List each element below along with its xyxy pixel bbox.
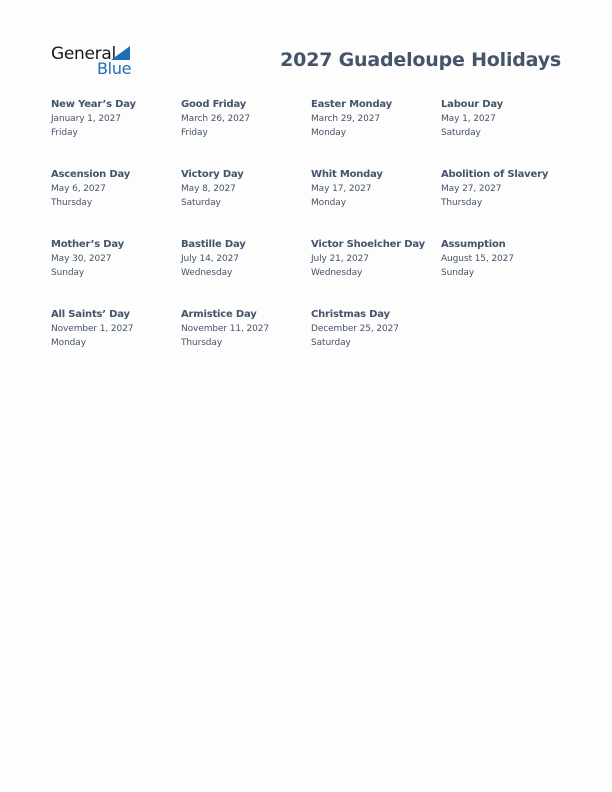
holiday-date: May 27, 2027 (441, 184, 502, 194)
holiday-date: May 30, 2027 (51, 254, 112, 264)
holiday-weekday: Friday (181, 128, 208, 138)
holiday-date: July 14, 2027 (181, 254, 239, 264)
holiday-name: Whit Monday (311, 169, 383, 180)
holiday-date: November 11, 2027 (181, 324, 270, 334)
holiday-name: Armistice Day (181, 309, 257, 320)
holiday-weekday: Thursday (181, 338, 223, 348)
holiday-date: March 26, 2027 (181, 114, 250, 124)
holiday-name: Victory Day (181, 169, 244, 180)
holiday-weekday: Saturday (181, 198, 221, 208)
holiday-entry (181, 98, 311, 168)
holiday-weekday: Monday (311, 128, 346, 138)
holiday-entry (441, 238, 571, 308)
holiday-entry (441, 168, 571, 238)
holiday-weekday: Wednesday (181, 268, 233, 278)
holiday-date: May 8, 2027 (181, 184, 236, 194)
holiday-weekday: Saturday (311, 338, 351, 348)
holiday-weekday: Saturday (441, 128, 481, 138)
holiday-date: July 21, 2027 (311, 254, 369, 264)
holiday-date: August 15, 2027 (441, 254, 514, 264)
holiday-weekday: Thursday (441, 198, 483, 208)
holiday-date: May 17, 2027 (311, 184, 372, 194)
holiday-weekday: Friday (51, 128, 78, 138)
holiday-entry (181, 308, 311, 378)
holiday-name: Victor Shoelcher Day (311, 239, 425, 250)
holiday-entry (311, 308, 441, 378)
holiday-name: Bastille Day (181, 239, 246, 250)
holiday-date: May 6, 2027 (51, 184, 106, 194)
holiday-entry (311, 238, 441, 308)
holiday-entry (311, 98, 441, 168)
holiday-name: Christmas Day (311, 309, 390, 320)
holiday-date: March 29, 2027 (311, 114, 380, 124)
holiday-weekday: Monday (311, 198, 346, 208)
holiday-name: Mother’s Day (51, 239, 124, 250)
logo-triangle-icon (111, 46, 130, 60)
holiday-name: Abolition of Slavery (441, 169, 549, 180)
holiday-entry (311, 168, 441, 238)
holiday-entry (51, 98, 181, 168)
holiday-weekday: Thursday (51, 198, 93, 208)
holiday-entry (181, 238, 311, 308)
holiday-name: Easter Monday (311, 99, 392, 110)
holiday-weekday: Sunday (51, 268, 85, 278)
holiday-name: All Saints’ Day (51, 309, 130, 320)
holiday-name: Labour Day (441, 99, 503, 110)
holiday-date: January 1, 2027 (51, 114, 121, 124)
holiday-name: Assumption (441, 239, 506, 250)
page-title: 2027 Guadeloupe Holidays (280, 49, 561, 71)
holiday-entry (51, 308, 181, 378)
holiday-name: New Year’s Day (51, 99, 136, 110)
holiday-entry (51, 238, 181, 308)
holiday-entry (51, 168, 181, 238)
holiday-name: Good Friday (181, 99, 247, 110)
logo-word-blue: Blue (97, 59, 132, 78)
holiday-weekday: Sunday (441, 268, 475, 278)
holiday-entry (181, 168, 311, 238)
holiday-grid (51, 98, 571, 378)
holiday-date: November 1, 2027 (51, 324, 134, 334)
holiday-weekday: Wednesday (311, 268, 363, 278)
holiday-weekday: Monday (51, 338, 86, 348)
holiday-name: Ascension Day (51, 169, 131, 180)
holiday-date: December 25, 2027 (311, 324, 399, 334)
logo-word-general: General (51, 44, 116, 64)
holiday-entry (441, 98, 571, 168)
generalblue-logo (51, 44, 141, 78)
holiday-date: May 1, 2027 (441, 114, 496, 124)
